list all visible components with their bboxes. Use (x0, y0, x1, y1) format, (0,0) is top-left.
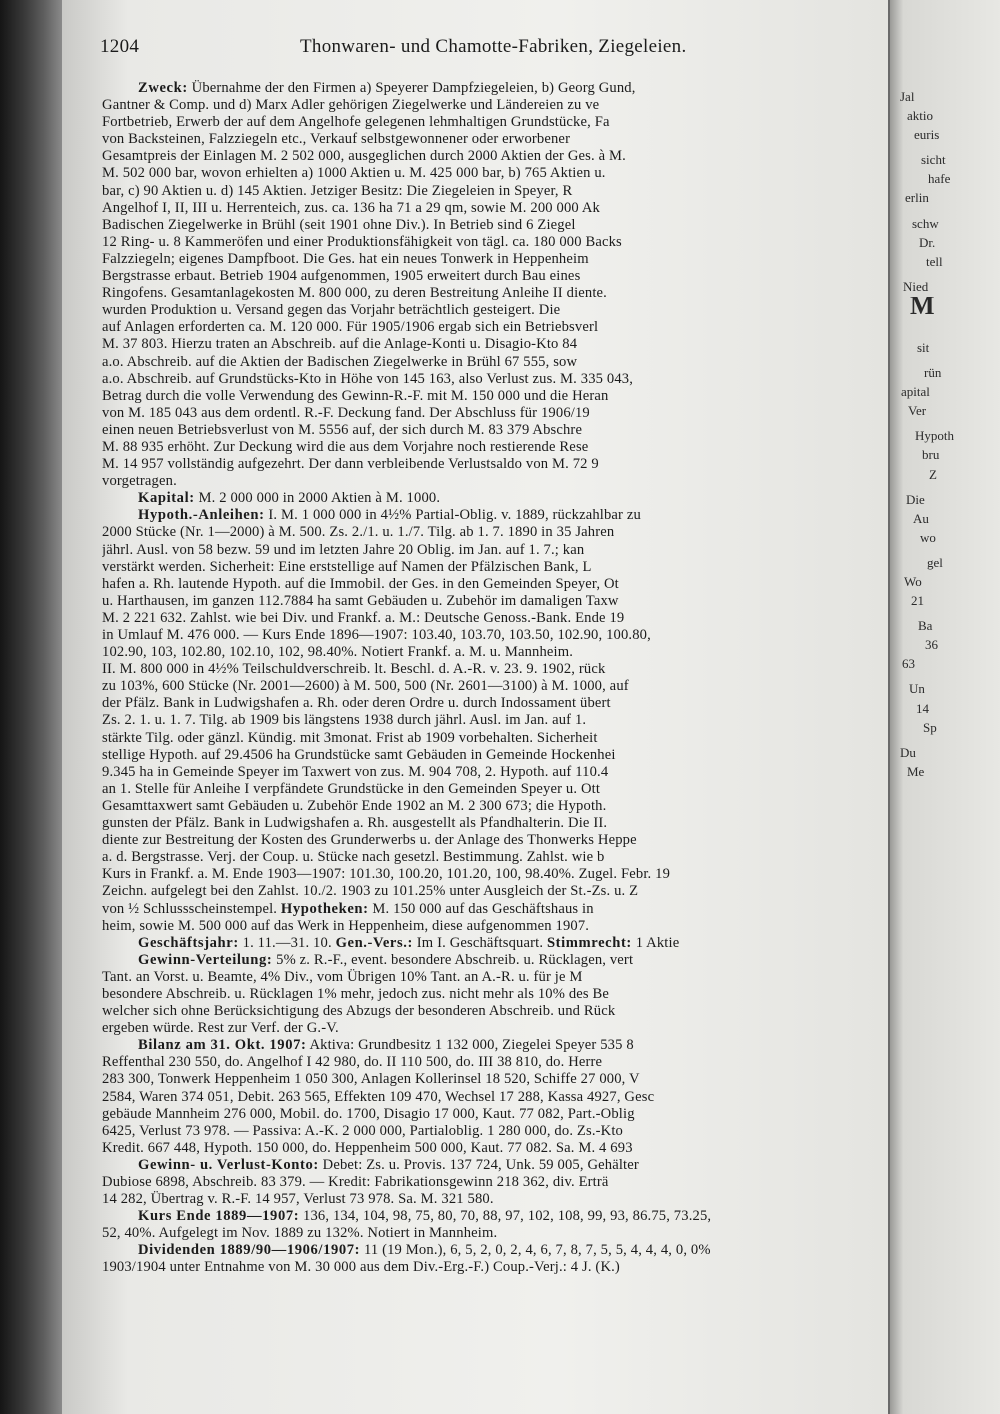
gewinn-verteilung-label: Gewinn-Verteilung: (138, 951, 273, 968)
hypotheken-text: M. 150 000 auf das Geschäftshaus in (372, 900, 594, 917)
bilanz-text: gebäude Mannheim 276 000, Mobil. do. 1700, Disagio 17 000, Kaut. 77 082, Part.-Oblig (102, 1105, 635, 1122)
zweck-text: M. 37 803. Hierzu traten an Abschreib. auf die Anlage-Konti u. Disagio-Kto 84 (102, 336, 578, 353)
hypoth-anleihen-line (102, 747, 888, 764)
zweck-line (102, 371, 888, 388)
zweck-line (102, 234, 888, 251)
zweck-text: Falzziegeln; eigenes Dampfboot. Die Ges. hat ein neues Tonwerk in Heppenheim (102, 250, 589, 267)
gewinn-verteilung-text: besondere Abschreib. u. Rücklagen 1% mehr, jedoch zus. nicht mehr als 10% des Be (102, 985, 610, 1002)
adjacent-fragment: Z (929, 466, 937, 482)
kapital-text: M. 2 000 000 in 2000 Aktien à M. 1000. (198, 490, 441, 507)
adjacent-fragment: apital (901, 384, 930, 400)
zweck-line (102, 302, 888, 319)
hypoth-anleihen-text: I. M. 1 000 000 in 4½% Partial-Oblig. v. 1889, rückzahlbar zu (268, 507, 641, 524)
zweck-line (102, 114, 888, 131)
adjacent-fragment: Sp (923, 719, 937, 735)
gewinn-verteilung-line (102, 986, 888, 1003)
zweck-line (102, 97, 888, 114)
hypoth-anleihen-text: Kurs in Frankf. a. M. Ende 1903—1907: 101.30, 100.20, 101.20, 100, 98.40%. Zugel. Febr. 19 (102, 866, 671, 883)
zweck-line (102, 405, 888, 422)
hypoth-anleihen-line (102, 695, 888, 712)
adjacent-fragment: 21 (911, 593, 924, 609)
zweck-line (102, 131, 888, 148)
hypoth-anleihen-text: 2000 Stücke (Nr. 1—2000) à M. 500. Zs. 2./1. u. 1./7. Tilg. ab 1. 7. 1890 in 35 Jahren (102, 524, 615, 541)
adjacent-fragment: wo (920, 529, 936, 545)
adjacent-fragment: erlin (905, 190, 929, 206)
zweck-line (102, 439, 888, 456)
adjacent-fragment: schw (912, 215, 939, 231)
hypoth-anleihen-line (102, 712, 888, 729)
zweck-line (102, 473, 888, 490)
adjacent-fragment: Ver (908, 403, 927, 419)
adjacent-fragment: 63 (902, 656, 915, 672)
zweck-line (102, 388, 888, 405)
hypoth-anleihen-line (102, 815, 888, 832)
geschaeftsjahr-value: 1. 11.—31. 10. (242, 934, 332, 951)
adjacent-fragment: tell (926, 253, 943, 269)
gewinn-verteilung-text: Tant. an Vorst. u. Beamte, 4% Div., vom Übrigen 10% Tant. an A.-R. u. für je M (102, 968, 583, 985)
hypoth-anleihen-text: der Pfälz. Bank in Ludwigshafen a. Rh. oder deren Ordre u. durch Indossament übert (102, 695, 611, 712)
bilanz-line (102, 1037, 888, 1054)
gewinn-verlust-konto-line (102, 1157, 888, 1174)
running-head (100, 36, 888, 60)
geschaeftsjahr-line (102, 935, 888, 952)
hypoth-anleihen-line (102, 730, 888, 747)
hypoth-anleihen-text: Zs. 2. 1. u. 1. 7. Tilg. ab 1909 bis längstens 1938 durch jährl. Ausl. im Jan. auf 1. (102, 712, 587, 729)
stimmrecht-value: 1 Aktie (635, 934, 680, 951)
genvers-value: Im I. Geschäftsquart. (416, 934, 544, 951)
adjacent-page-edge (888, 0, 1000, 1414)
zweck-text: bar, c) 90 Aktien u. d) 145 Aktien. Jetziger Besitz: Die Ziegeleien in Speyer, R (102, 182, 573, 199)
hypoth-anleihen-line (102, 542, 888, 559)
adjacent-fragment: Nied (903, 278, 929, 294)
hypoth-anleihen-line (102, 610, 888, 627)
hypotheken-line (102, 918, 888, 935)
gewinn-verteilung-line (102, 969, 888, 986)
zweck-text: Fortbetrieb, Erwerb der auf dem Angelhofe gelegenen lehmhaltigen Grundstücke, Fa (102, 114, 610, 131)
hypoth-anleihen-line (102, 764, 888, 781)
bilanz-line (102, 1140, 888, 1157)
page-number: 1204 (100, 36, 140, 57)
zweck-line (102, 268, 888, 285)
bilanz-line (102, 1089, 888, 1106)
hypoth-anleihen-text: gunsten der Pfälz. Bank in Ludwigshafen a. Rh. ausgestellt als Pfandhalterin. Die II. (102, 815, 608, 832)
zweck-line (102, 422, 888, 439)
hypoth-anleihen-text: Zeichn. aufgelegt bei den Zahlst. 10./2. 1903 zu 101.25% unter Ausgleich der St.-Zs. u. Z (102, 883, 639, 900)
hypoth-anleihen-line (102, 866, 888, 883)
gewinn-verlust-konto-text: 14 282, Übertrag v. R.-F. 14 957, Verlust 73 978. Sa. M. 321 580. (102, 1191, 494, 1208)
adjacent-fragment: Die (906, 491, 925, 507)
hypoth-anleihen-text: Gesamttaxwert samt Gebäuden u. Zubehör Ende 1902 an M. 2 300 673; die Hypoth. (102, 797, 607, 814)
bilanz-text: Aktiva: Grundbesitz 1 132 000, Ziegelei Speyer 535 8 (309, 1037, 634, 1054)
zweck-text: a.o. Abschreib. auf Grundstücks-Kto in Höhe von 145 163, also Verlust zus. M. 335 043, (102, 370, 634, 387)
zweck-text: M. 14 957 vollständig aufgezehrt. Der dann verbleibende Verlustsaldo von M. 72 9 (102, 456, 599, 473)
book-page (62, 0, 888, 1414)
hypoth-anleihen-text: zu 103%, 600 Stücke (Nr. 2001—2600) à M. 500, 500 (Nr. 2601—3100) à M. 1000, auf (102, 678, 629, 695)
kurs-line (102, 1225, 888, 1242)
zweck-label: Zweck: (138, 80, 188, 96)
bilanz-line (102, 1106, 888, 1123)
dividenden-label: Dividenden 1889/90—1906/1907: (138, 1242, 361, 1259)
adjacent-fragment: hafe (928, 171, 951, 187)
hypoth-anleihen-line (102, 661, 888, 678)
adjacent-fragment: Wo (904, 573, 922, 589)
adjacent-fragment: M (910, 296, 935, 320)
adjacent-fragment: Jal (900, 89, 915, 104)
dividenden-text: 11 (19 Mon.), 6, 5, 2, 0, 2, 4, 6, 7, 8, 7, 5, 5, 4, 4, 4, 0, 0% (363, 1242, 711, 1259)
bilanz-line (102, 1054, 888, 1071)
adjacent-fragment: Hypoth (915, 428, 954, 444)
zweck-text: von M. 185 043 aus dem ordentl. R.-F. Deckung fand. Der Abschluss für 1906/19 (102, 404, 590, 421)
kapital-line (102, 490, 888, 507)
hypoth-anleihen-line (102, 849, 888, 866)
hypoth-anleihen-line (102, 524, 888, 541)
hypoth-anleihen-text: a. d. Bergstrasse. Verj. der Coup. u. Stücke nach gesetzl. Bestimmung. Zahlst. wie b (102, 849, 605, 866)
dividenden-text: 1903/1904 unter Entnahme von M. 30 000 aus dem Div.-Erg.-F.) Coup.-Verj.: 4 J. (K.) (102, 1259, 620, 1276)
adjacent-fragment: Me (907, 763, 925, 779)
hypotheken-line (102, 901, 888, 918)
gewinn-verteilung-line (102, 1020, 888, 1037)
hypoth-anleihen-text: stellige Hypoth. auf 29.4506 ha Grundstücke samt Gebäuden in Gemeinde Hockenhei (102, 746, 616, 763)
hypoth-anleihen-line (102, 559, 888, 576)
gewinn-verlust-konto-line (102, 1191, 888, 1208)
adjacent-fragment: 14 (916, 700, 929, 716)
adjacent-fragment: 36 (925, 637, 938, 653)
adjacent-fragment: euris (914, 127, 940, 143)
book-spine (0, 0, 62, 1414)
adjacent-fragment: rün (924, 365, 942, 381)
zweck-text: Bergstrasse erbaut. Betrieb 1904 aufgenommen, 1905 erweitert durch Bau eines (102, 268, 581, 285)
bilanz-label: Bilanz am 31. Okt. 1907: (138, 1037, 307, 1054)
kurs-label: Kurs Ende 1889—1907: (138, 1208, 300, 1225)
bilanz-line (102, 1123, 888, 1140)
gewinn-verteilung-text: 5% z. R.-F., event. besondere Abschreib. u. Rücklagen, vert (276, 951, 634, 968)
kapital-label: Kapital: (138, 490, 195, 507)
zweck-text: a.o. Abschreib. auf die Aktien der Badischen Ziegelwerke in Brühl 67 555, sow (102, 353, 578, 370)
gewinn-verteilung-line (102, 952, 888, 969)
hypoth-anleihen-text: in Umlauf M. 476 000. — Kurs Ende 1896—1907: 103.40, 103.70, 103.50, 102.90, 100.80, (102, 627, 651, 643)
adjacent-fragment: aktio (907, 108, 933, 124)
zweck-text: 12 Ring- u. 8 Kammeröfen und einer Produktionsfähigkeit von tägl. ca. 180 000 Backs (102, 233, 622, 250)
hypoth-anleihen-text: stärkte Tilg. oder gänzl. Kündig. mit 3monat. Frist ab 1909 vorbehalten. Sicherheit (102, 729, 598, 746)
zweck-line (102, 165, 888, 182)
hypoth-anleihen-text: u. Harthausen, im ganzen 112.7884 ha samt Gebäuden u. Zubehör im damaligen Taxw (102, 592, 619, 609)
zweck-line (102, 217, 888, 234)
adjacent-fragment: bru (922, 447, 940, 463)
adjacent-page-fragments (900, 80, 1000, 780)
page-title: Thonwaren- und Chamotte-Fabriken, Ziegeleien. (300, 36, 687, 57)
gewinn-verteilung-text: ergeben würde. Rest zur Verf. der G.-V. (102, 1020, 339, 1037)
bilanz-text: Reffenthal 230 550, do. Angelhof I 42 980, do. II 110 500, do. III 38 810, do. Herre (102, 1054, 603, 1071)
hypoth-anleihen-text: 9.345 ha in Gemeinde Speyer im Taxwert von zus. M. 904 708, 2. Hypoth. auf 110.4 (102, 763, 609, 780)
zweck-text: Übernahme der den Firmen a) Speyerer Dampfziegeleien, b) Georg Gund, (191, 80, 636, 96)
gewinn-verlust-konto-text: Debet: Zs. u. Provis. 137 724, Unk. 59 005, Gehälter (322, 1156, 639, 1173)
kurs-line (102, 1208, 888, 1225)
adjacent-fragment: Au (913, 510, 929, 526)
zweck-text: vorgetragen. (102, 473, 177, 490)
genvers-label: Gen.-Vers.: (335, 934, 413, 951)
geschaeftsjahr-label: Geschäftsjahr: (138, 934, 239, 951)
zweck-text: Gesamtpreis der Einlagen M. 2 502 000, ausgeglichen durch 2000 Aktien der Ges. à M. (102, 148, 626, 165)
hypoth-anleihen-line (102, 678, 888, 695)
zweck-text: wurden Produktion u. Versand gegen das Vorjahr beträchtlich gesteigert. Die (102, 302, 561, 319)
zweck-text: M. 88 935 erhöht. Zur Deckung wird die aus dem Vorjahre noch restierende Rese (102, 438, 589, 455)
adjacent-fragment: Un (909, 681, 925, 697)
hypoth-anleihen-text: 102.90, 103, 102.80, 102.10, 102, 98.40%. Notiert Frankf. a. M. u. Mannheim. (102, 644, 574, 661)
hypoth-anleihen-line (102, 798, 888, 815)
dividenden-line (102, 1242, 888, 1259)
zweck-text: Gantner & Comp. und d) Marx Adler gehörigen Ziegelwerke und Ländereien zu ve (102, 97, 600, 114)
hypotheken-prefix: von ½ Schlussscheinstempel. (102, 900, 278, 917)
gewinn-verteilung-text: welcher sich ohne Berücksichtigung des Abzugs der besonderen Abschreib. und Rück (102, 1003, 616, 1020)
zweck-line (102, 336, 888, 353)
hypoth-anleihen-line (102, 832, 888, 849)
hypoth-anleihen-line (102, 507, 888, 524)
kurs-text: 136, 134, 104, 98, 75, 80, 70, 88, 97, 102, 108, 99, 93, 86.75, 73.25, (303, 1208, 712, 1225)
hypoth-anleihen-text: jährl. Ausl. von 58 bezw. 59 und im letzten Jahre 20 Oblig. im Jan. auf 1. 7.; kan (102, 541, 585, 558)
zweck-text: Betrag durch die volle Verwendung des Gewinn-R.-F. mit M. 150 000 und die Heran (102, 387, 609, 404)
zweck-text: Badischen Ziegelwerke in Brühl (seit 1901 ohne Div.). In Betrieb sind 6 Ziegel (102, 216, 576, 233)
gewinn-verlust-konto-text: Dubiose 6898, Abschreib. 83 379. — Kredit: Fabrikationsgewinn 218 362, div. Erträ (102, 1174, 609, 1190)
hypoth-anleihen-line (102, 781, 888, 798)
zweck-line (102, 200, 888, 217)
hypoth-anleihen-text: verstärkt werden. Sicherheit: Eine erststellige auf Namen der Pfälzischen Bank, L (102, 558, 592, 575)
zweck-line (102, 251, 888, 268)
gewinn-verlust-konto-label: Gewinn- u. Verlust-Konto: (138, 1156, 319, 1173)
dividenden-line (102, 1259, 888, 1276)
hypoth-anleihen-text: hafen a. Rh. lautende Hypoth. auf die Immobil. der Ges. in den Gemeinden Speyer, Ot (102, 575, 619, 592)
gewinn-verteilung-line (102, 1003, 888, 1020)
zweck-text: einen neuen Betriebsverlust von M. 5556 auf, der sich durch M. 83 379 Abschre (102, 421, 583, 438)
kurs-text: 52, 40%. Aufgelegt im Nov. 1889 zu 132%. Notiert in Mannheim. (102, 1225, 498, 1242)
hypotheken-text: heim, sowie M. 500 000 auf das Werk in Heppenheim, diese aufgenommen 1907. (102, 917, 590, 934)
zweck-line (102, 285, 888, 302)
body-text (102, 80, 888, 1410)
hypoth-anleihen-line (102, 576, 888, 593)
zweck-line (102, 183, 888, 200)
zweck-line (102, 80, 888, 97)
zweck-line (102, 354, 888, 371)
zweck-text: M. 502 000 bar, wovon erhielten a) 1000 Aktien u. M. 425 000 bar, b) 765 Aktien u. (102, 165, 606, 182)
adjacent-fragment: Ba (918, 618, 933, 634)
zweck-text: Angelhof I, II, III u. Herrenteich, zus. ca. 136 ha 71 a 29 qm, sowie M. 200 000 Ak (102, 199, 600, 216)
hypoth-anleihen-line (102, 644, 888, 661)
zweck-text: von Backsteinen, Falzziegeln etc., Verkauf selbstgewonnener oder erworbener (102, 131, 571, 148)
zweck-line (102, 456, 888, 473)
zweck-line (102, 319, 888, 336)
gewinn-verlust-konto-line (102, 1174, 888, 1191)
hypoth-anleihen-line (102, 593, 888, 610)
adjacent-fragment: gel (927, 554, 943, 570)
hypoth-anleihen-text: M. 2 221 632. Zahlst. wie bei Div. und Frankf. a. M.: Deutsche Genoss.-Bank. Ende 19 (102, 609, 625, 626)
adjacent-fragment: sit (917, 339, 930, 355)
adjacent-fragment: Dr. (919, 234, 936, 250)
hypoth-anleihen-text: diente zur Bestreitung der Kosten des Grunderwerbs u. der Anlage des Thonwerks Heppe (102, 832, 637, 849)
hypoth-anleihen-line (102, 883, 888, 900)
bilanz-text: 6425, Verlust 73 978. — Passiva: A.-K. 2 000 000, Partialoblig. 1 280 000, do. Zs.-Kto (102, 1122, 623, 1139)
bilanz-text: 2584, Waren 374 051, Debit. 263 565, Effekten 109 470, Wechsel 17 288, Kassa 4927, Gesc (102, 1088, 655, 1105)
bilanz-line (102, 1071, 888, 1088)
hypoth-anleihen-text: II. M. 800 000 in 4½% Teilschuldverschreib. lt. Beschl. d. A.-R. v. 23. 9. 1902, rück (102, 661, 606, 678)
hypoth-anleihen-text: an 1. Stelle für Anleihe I verpfändete Grundstücke in den Gemeinden Speyer u. Ott (102, 780, 601, 797)
stimmrecht-label: Stimmrecht: (546, 934, 632, 951)
adjacent-fragment: sicht (921, 152, 946, 168)
bilanz-text: Kredit. 667 448, Hypoth. 150 000, do. Heppenheim 500 000, Kaut. 77 082. Sa. M. 4 693 (102, 1139, 633, 1156)
hypoth-anleihen-label: Hypoth.-Anleihen: (138, 507, 265, 524)
hypoth-anleihen-line (102, 627, 888, 644)
adjacent-fragment: Du (900, 744, 916, 760)
zweck-line (102, 148, 888, 165)
zweck-text: auf Anlagen erforderten ca. M. 120 000. Für 1905/1906 ergab sich ein Betriebsverl (102, 319, 599, 336)
bilanz-text: 283 300, Tonwerk Heppenheim 1 050 300, Anlagen Kollerinsel 18 520, Schiffe 27 000, V (102, 1071, 640, 1088)
hypotheken-label: Hypotheken: (280, 900, 369, 917)
zweck-text: Ringofens. Gesamtanlagekosten M. 800 000, zu deren Bestreitung Anleihe II diente. (102, 285, 607, 302)
